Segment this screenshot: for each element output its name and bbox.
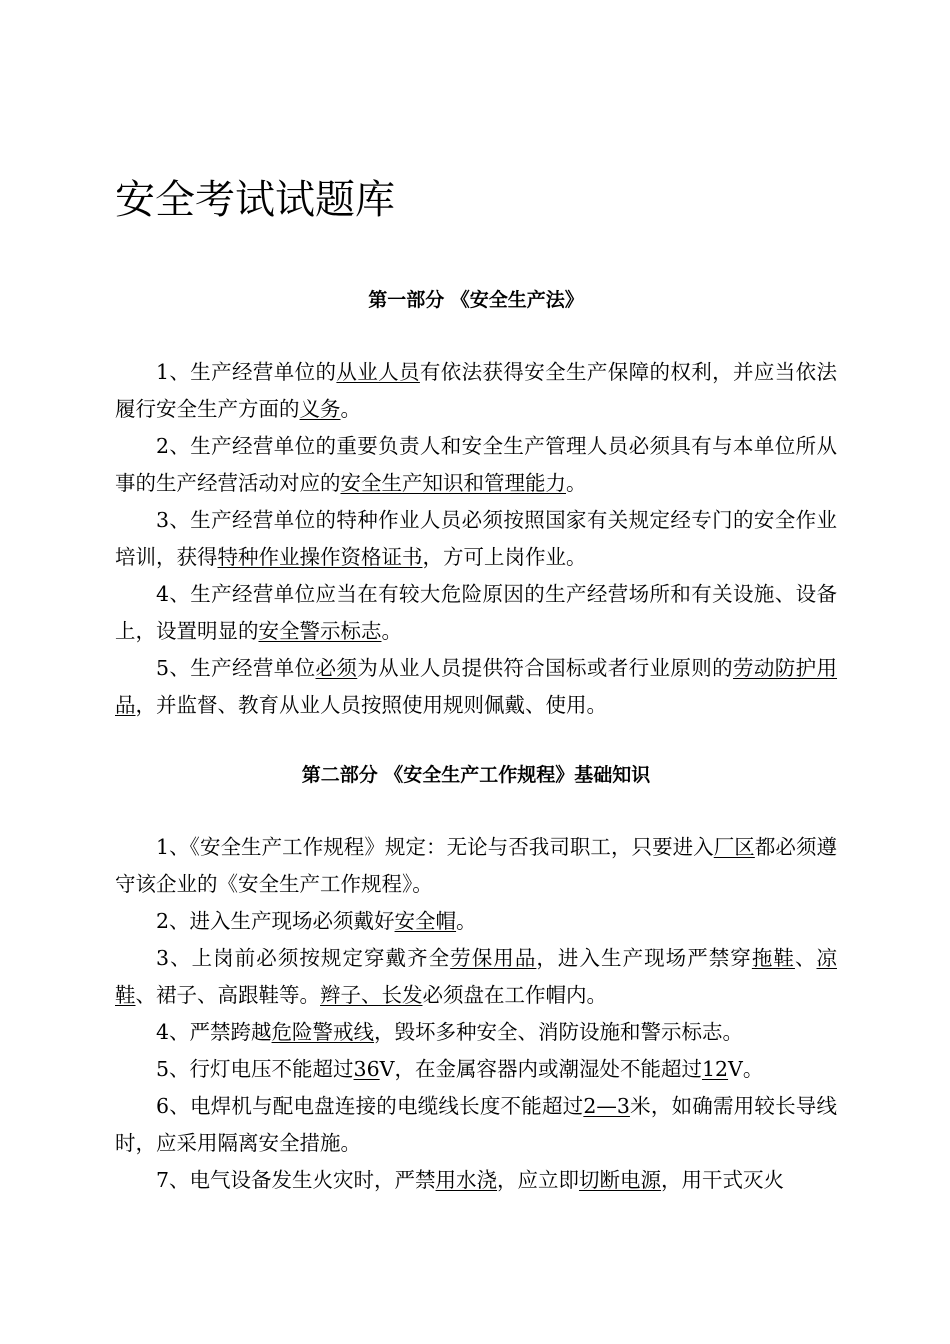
question-text: 为从业人员提供符合国标或者行业原则的 bbox=[357, 656, 734, 680]
answer-underline: 安全生产知识和管理能力 bbox=[340, 471, 566, 495]
answer-underline: 安全警示标志 bbox=[258, 619, 382, 643]
question-text: 米，如确需用较长导线时，应采用隔离安全措施。 bbox=[115, 1094, 838, 1155]
question-text: V，在金属容器内或潮湿处不能超过 bbox=[379, 1057, 702, 1081]
answer-underline: 凉鞋 bbox=[115, 946, 837, 1007]
question-text: 7、电气设备发生火灾时，严禁 bbox=[156, 1168, 436, 1192]
section-heading-2: 第二部分 《安全生产工作规程》基础知识 bbox=[301, 764, 651, 786]
question-text: 3、上岗前必须按规定穿戴齐全 bbox=[156, 946, 451, 970]
question-text: ，用干式灭火 bbox=[661, 1168, 785, 1192]
question-text: 有依法获得安全生产保障的权利，并应当依法履行安全生产方面的 bbox=[115, 360, 838, 421]
question-item bbox=[115, 1162, 837, 1199]
question-text: ，方可上岗作业。 bbox=[422, 545, 587, 569]
section-2-items bbox=[115, 829, 837, 1199]
question-text: 5、行灯电压不能超过 bbox=[156, 1057, 354, 1081]
question-item bbox=[115, 903, 837, 940]
question-text: ，毁坏多种安全、消防设施和警示标志。 bbox=[374, 1020, 744, 1044]
question-text: 、裙子、高跟鞋等。 bbox=[135, 983, 320, 1007]
answer-underline: 12 bbox=[701, 1057, 729, 1081]
question-text: 。 bbox=[456, 909, 477, 933]
answer-underline: 辫子、长发 bbox=[320, 983, 423, 1007]
question-text: 5、生产经营单位 bbox=[156, 656, 316, 680]
answer-underline: 厂区 bbox=[713, 835, 755, 859]
answer-underline: 切断电源 bbox=[579, 1168, 662, 1192]
question-text: 4、生产经营单位应当在有较大危险原因的生产经营场所和有关设施、设备上，设置明显的 bbox=[115, 582, 837, 643]
question-item bbox=[115, 940, 837, 1014]
answer-underline: 劳保用品 bbox=[450, 946, 537, 970]
answer-underline: 安全帽 bbox=[394, 909, 457, 933]
answer-underline: 特种作业操作资格证书 bbox=[217, 545, 423, 569]
question-text: 必须盘在工作帽内。 bbox=[422, 983, 607, 1007]
answer-underline: 义务 bbox=[299, 397, 341, 421]
question-text: ，并监督、教育从业人员按照使用规则佩戴、使用。 bbox=[135, 693, 607, 717]
question-item bbox=[115, 502, 837, 576]
question-text: 2、生产经营单位的重要负责人和安全生产管理人员必须具有与本单位所从事的生产经营活动对应的 bbox=[115, 434, 837, 495]
answer-underline: 2—3 bbox=[583, 1094, 630, 1118]
question-text: ，应立即 bbox=[497, 1168, 580, 1192]
question-item bbox=[115, 576, 837, 650]
question-item bbox=[115, 829, 837, 903]
document-title: 安全考试试题库 bbox=[115, 177, 395, 223]
question-item bbox=[115, 428, 837, 502]
answer-underline: 36 bbox=[353, 1057, 380, 1081]
question-text: 4、严禁跨越 bbox=[156, 1020, 272, 1044]
question-text: 、 bbox=[794, 946, 817, 970]
section-heading-1: 第一部分 《安全生产法》 bbox=[368, 289, 584, 311]
answer-underline: 用水浇 bbox=[435, 1168, 498, 1192]
question-text: 。 bbox=[566, 471, 587, 495]
question-item bbox=[115, 1051, 837, 1088]
question-item bbox=[115, 1014, 837, 1051]
question-text: 都必须遵守该企业的《安全生产工作规程》。 bbox=[115, 835, 838, 896]
question-text: ，进入生产现场严禁穿 bbox=[536, 946, 752, 970]
answer-underline: 劳动防护用品 bbox=[115, 656, 838, 717]
question-item bbox=[115, 354, 837, 428]
answer-underline: 危险警戒线 bbox=[271, 1020, 375, 1044]
question-text: 2、进入生产现场必须戴好 bbox=[156, 909, 395, 933]
question-text: 6、电焊机与配电盘连接的电缆线长度不能超过 bbox=[156, 1094, 584, 1118]
answer-underline: 拖鞋 bbox=[751, 946, 795, 970]
question-text: 。 bbox=[381, 619, 402, 643]
question-text: 。 bbox=[340, 397, 361, 421]
answer-underline: 从业人员 bbox=[336, 360, 420, 384]
answer-underline: 必须 bbox=[315, 656, 358, 680]
question-text: 3、生产经营单位的特种作业人员必须按照国家有关规定经专门的安全作业培训，获得 bbox=[115, 508, 837, 569]
question-item bbox=[115, 650, 837, 724]
question-text: 1、《安全生产工作规程》规定：无论与否我司职工，只要进入 bbox=[156, 835, 714, 859]
question-text: 1、生产经营单位的 bbox=[156, 360, 337, 384]
question-text: V。 bbox=[728, 1057, 764, 1081]
question-item bbox=[115, 1088, 837, 1162]
section-1-items bbox=[115, 354, 837, 724]
